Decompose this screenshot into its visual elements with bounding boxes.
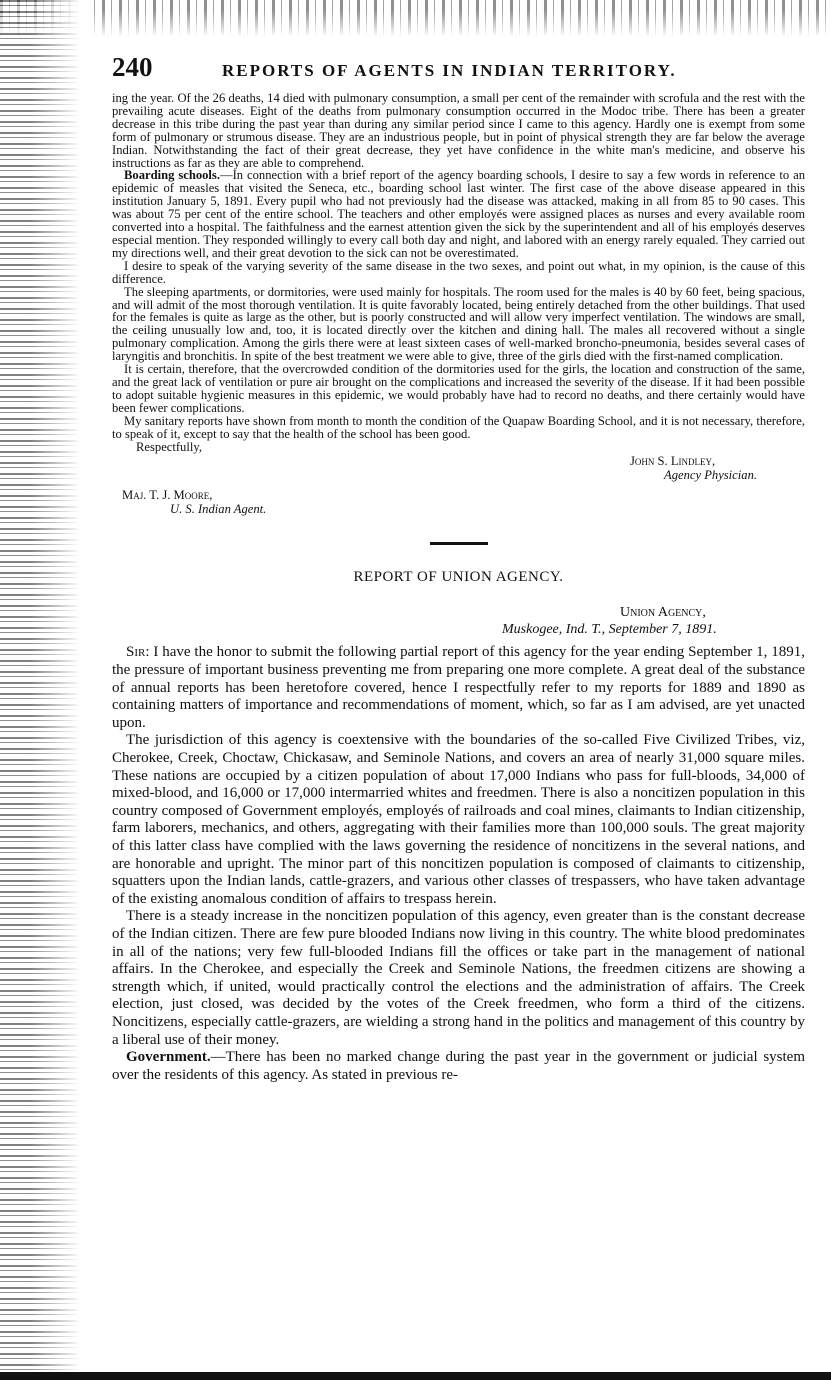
union-agency-report (112, 644, 805, 1084)
lead-in-boarding-schools: Boarding schools. (124, 168, 220, 183)
government-text: —There has been no marked change during the past year in the government or judicial system over the residents of this agency. As stated in previous re- (112, 1049, 805, 1083)
lead-in-government: Government. (126, 1049, 211, 1066)
recipient-name: Maj. T. J. Moore, (122, 488, 213, 503)
closing-respectfully: Respectfully, (136, 440, 202, 455)
signature-name: John S. Lindley, (630, 454, 716, 469)
paragraph-introduction (112, 644, 805, 732)
dateline-place: Muskogee, Ind. T., September 7, 1891. (502, 622, 717, 638)
scanned-bottom-edge (0, 1372, 831, 1380)
dateline (112, 604, 805, 638)
signature-title: Agency Physician. (664, 468, 758, 483)
letter-closing (112, 440, 805, 516)
page-number: 240 (112, 52, 153, 82)
scanned-top-edge-fade (0, 10, 831, 40)
paragraph-deaths: ing the year. Of the 26 deaths, 14 died with pulmonary consumption, a small per cent of the remainder with scrofula and the rest with the prevailing acute diseases. Eight of the deaths from pulmonary consumption occurred in the Modoc tribe. There has been a greater decrease in this tribe during the past year than during any similar period since I came to this agency. Hardly one is exempt from some form of pulmonary or strumous disease. They are an industrious people, but in point of physical strength they are far below the average Indian. Notwithstanding the fact of their great decrease, they yet have confidence in the white man's medicine, and observe his instructions as far as they are able to comprehend. (112, 91, 805, 170)
book-page (112, 52, 805, 1084)
running-title: REPORTS OF AGENTS IN INDIAN TERRITORY. (222, 61, 677, 80)
paragraph-severity: I desire to speak of the varying severity of the same disease in the two sexes, and point out what, in my opinion, is the cause of this difference. (112, 258, 805, 286)
section-title: REPORT OF UNION AGENCY. (353, 569, 564, 586)
paragraph-jurisdiction: The jurisdiction of this agency is coextensive with the boundaries of the so-called Five Civilized Tribes, viz, Cherokee, Creek, Choctaw, Chickasaw, and Seminole Nations, and covers an area of nearly 31,000 square miles. These nations are occupied by a citizen population of about 17,000 Indians who pass for full-bloods, 34,000 of mixed-blood, and 16,000 or 17,000 intermarried whites and freedmen. There is also a noncitizen population in this country composed of Government employés, employés of railroads and coal mines, claimants to Indian citizenship, farm laborers, mechanics, and others, aggregating with their families more than 100,000 souls. The great majority of this latter class have complied with the laws governing the residence of noncitizens in the several nations, and are honorable and upright. The minor part of this noncitizen population is composed of claimants to citizenship, squatters upon the Indian lands, cattle-grazers, and various other classes of trespassers, who have taken advantage of the existing anomalous condition of affairs to trespass herein. (112, 732, 805, 907)
paragraph-quapaw-school: My sanitary reports have shown from month to month the condition of the Quapaw Boarding School, and it is not necessary, therefore, to speak of it, except to say that the health of the school has been good. (112, 413, 805, 441)
section-divider (430, 542, 488, 545)
physician-report (112, 92, 805, 440)
recipient-title: U. S. Indian Agent. (170, 502, 267, 517)
introduction-text: I have the honor to submit the following partial report of this agency for the year ending September 1, 1891, the pressure of important business preventing me from preparing one more complete. A great deal of the substance of annual reports has been heretofore covered, hence I respectfully refer to my reports for 1889 and 1890 as containing matters of importance and recommendations of moment, which, so far as I am advised, are yet unacted upon. (112, 644, 805, 731)
paragraph-ventilation: It is certain, therefore, that the overcrowded condition of the dormitories used for the girls, the location and construction of the same, and the great lack of ventilation or pure air brought on the complications and increased the severity of the disease. If it had been possible to adopt suitable hygienic measures in this epidemic, we would probably have had to record no deaths, and there certainly would have been fewer complications. (112, 362, 805, 415)
boarding-schools-text: —In connection with a brief report of the agency boarding schools, I desire to say a few words in reference to an epidemic of measles that visited the Seneca, etc., boarding school last winter. The first case of the above disease appeared in this institution January 5, 1891. Every pupil who had not previously had the disease was attacked, making in all from 85 to 90 cases. This was about 75 per cent of the entire school. The teachers and other employés were assigned places as nurses and every available room converted into a hospital. The faithfulness and the earnest attention given the sick by the superintendent and all of his employés deserves especial mention. They responded willingly to every call both day and night, and labored with an energy rarely equaled. They carried out my directions well, and their great devotion to the sick can not be overestimated. (112, 168, 805, 260)
paragraph-government (112, 1049, 805, 1084)
paragraph-boarding-schools (112, 169, 805, 259)
scanned-binding-edge-fade (30, 0, 90, 1380)
running-head (112, 52, 805, 92)
paragraph-noncitizen-population: There is a steady increase in the noncitizen population of this agency, even greater than is the constant decrease of the Indian citizen. There are few pure blooded Indians now living in this country. The white blood predominates in all of the nations; very few full-blooded Indians fill the offices or take part in the management of national affairs. In the Cherokee, and especially the Creek and Seminole Nations, the freedmen citizens are showing a strength which, if united, would practically control the elections and the administration of affairs. The Creek election, just closed, was decided by the votes of the Creek freedmen, who form a third of the citizens. Noncitizens, especially cattle-grazers, are wielding a strong hand in the politics and management of this country by a liberal use of their money. (112, 908, 805, 1048)
salutation: Sir: (126, 644, 150, 661)
paragraph-dormitories: The sleeping apartments, or dormitories, were used mainly for hospitals. The room used for the males is 40 by 60 feet, being spacious, and will admit of the most thorough ventilation. It is quite favorably located, being entirely detached from the other buildings. That used for the females is quite as large as the other, but is poorly constructed and will allow very imperfect ventilation. The windows are small, the ceiling unusually low and, too, it is located directly over the kitchen and dining hall. The males all recovered without a single pulmonary complication. Among the girls there were at least sixteen cases of well-marked broncho-pneumonia, besides several cases of laryngitis and bronchitis. In spite of the best treatment we were able to give, three of the girls died with the first-named complication. (112, 284, 805, 364)
dateline-agency: Union Agency, (620, 605, 706, 621)
